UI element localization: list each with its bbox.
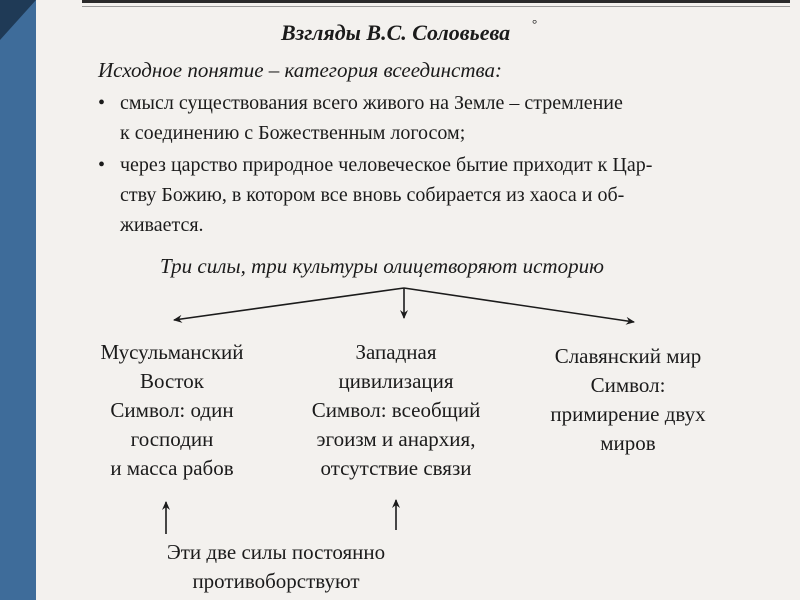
arrow-to-left-column <box>174 288 404 320</box>
sidebar-corner <box>0 0 36 40</box>
column-line: Символ: всеобщий <box>311 398 481 422</box>
left-sidebar-bar <box>0 0 36 600</box>
column-line: Символ: <box>590 373 666 397</box>
column-line: примирение двух <box>550 402 706 426</box>
column-muslim-east <box>72 338 272 483</box>
column-line: миров <box>600 431 656 455</box>
bullet-line: к соединению с Божественным логосом; <box>120 122 466 144</box>
column-line: цивилизация <box>338 369 454 393</box>
column-line: Западная <box>355 340 437 364</box>
bullet-line: ству Божию, в котором все вновь собирается из хаоса и об- <box>120 184 625 206</box>
opposition-note <box>136 538 416 596</box>
note-line: противоборствуют <box>192 569 360 593</box>
bullet-line: через царство природное человеческое бытие приходит к Цар- <box>120 154 653 176</box>
subtitle: Исходное понятие – категория всеединства: <box>98 58 502 82</box>
note-line: Эти две силы постоянно <box>166 540 386 564</box>
column-line: и масса рабов <box>110 456 234 480</box>
column-line: Восток <box>140 369 204 393</box>
column-line: эгоизм и анархия, <box>316 427 476 451</box>
bullet-line: смысл существования всего живого на Земле – стремление <box>120 92 623 114</box>
bullet-symbol: • <box>98 154 106 176</box>
bullet-symbol: • <box>98 92 106 114</box>
history-forces-label: Три силы, три культуры олицетворяют историю <box>160 254 604 278</box>
column-line: Славянский мир <box>554 344 702 368</box>
bullet-line: живается. <box>120 214 204 236</box>
column-line: Символ: один <box>110 398 234 422</box>
title-mark: ° <box>532 16 538 31</box>
column-western-civilization <box>286 338 506 483</box>
column-line: господин <box>130 427 214 451</box>
document-page <box>36 0 800 600</box>
column-line: отсутствие связи <box>320 456 472 480</box>
arrow-to-right-column <box>404 288 634 322</box>
page-title: Взгляды В.С. Соловьева <box>281 20 511 45</box>
diagram-arrows <box>36 0 800 600</box>
column-slavic-world <box>528 342 728 458</box>
column-line: Мусульманский <box>100 340 244 364</box>
